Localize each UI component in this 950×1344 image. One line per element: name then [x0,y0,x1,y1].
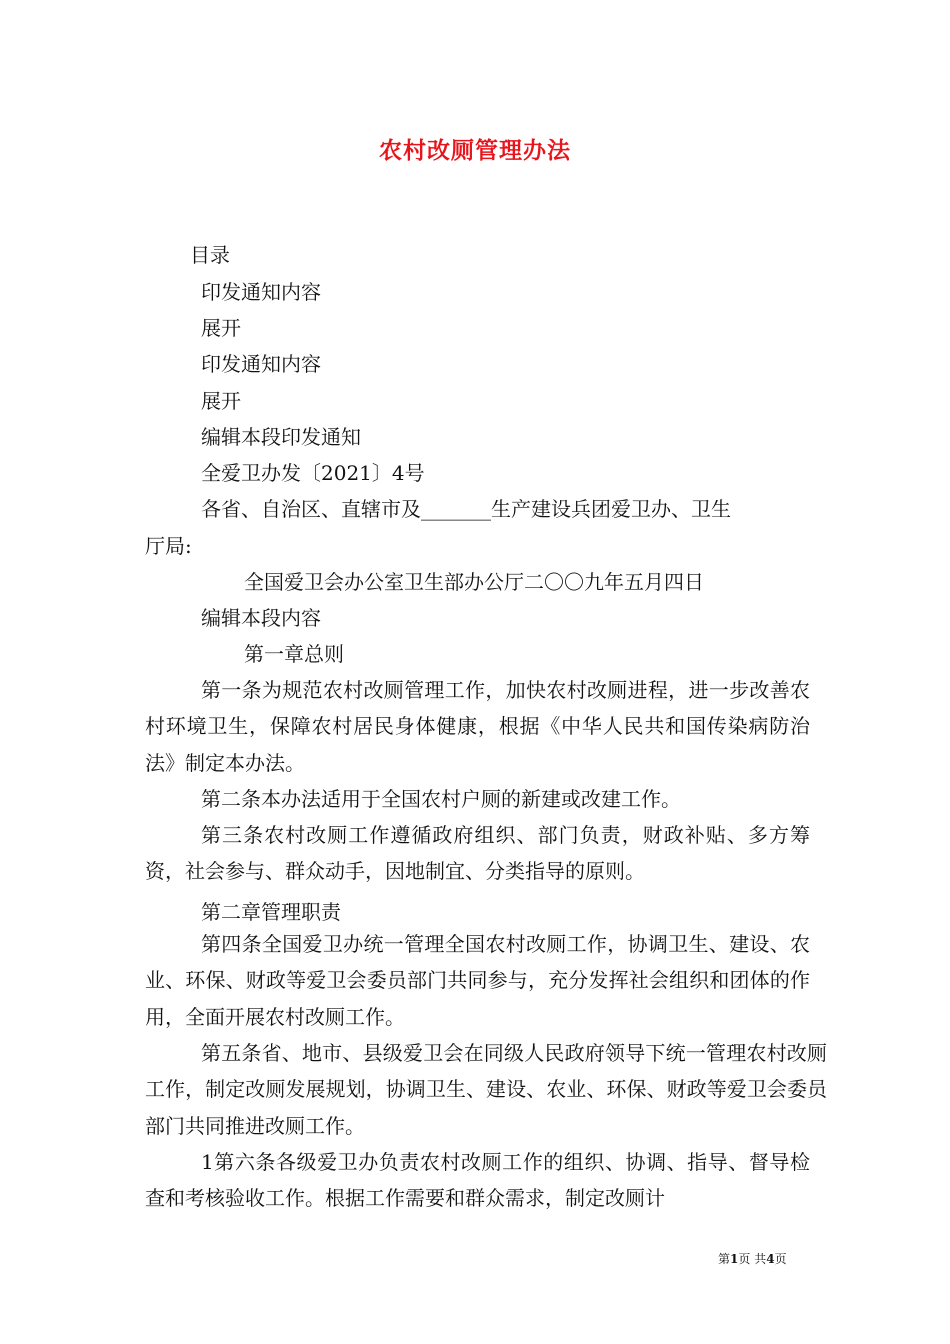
toc-heading: 目录 [190,243,230,267]
footer-prefix: 第 [718,1252,731,1266]
toc-item[interactable]: 印发通知内容 [201,280,321,304]
article-paragraph: 第五条省、地市、县级爱卫会在同级人民政府领导下统一管理农村改厕工作，制定改厕发展规划，协调卫生、建设、农业、环保、财政等爱卫会委员部门共同推进改厕工作。 [145,1041,827,1138]
issuer-line: 全国爱卫会办公室卫生部办公厅二〇〇九年五月四日 [244,570,704,594]
document-number: 全爱卫办发〔2021〕4号 [201,461,425,485]
addressee-line: 各省、自治区、直辖市及_______生产建设兵团爱卫办、卫生 [201,497,731,521]
article-paragraph: 1第六条各级爱卫办负责农村改厕工作的组织、协调、指导、督导检查和考核验收工作。根据工作需要和群众需求，制定改厕计 [145,1150,810,1211]
chapter-heading: 第二章管理职责 [201,900,341,924]
page-footer [718,1250,787,1267]
article-paragraph: 第四条全国爱卫办统一管理全国农村改厕工作，协调卫生、建设、农业、环保、财政等爱卫会委员部门共同参与，充分发挥社会组织和团体的作用，全面开展农村改厕工作。 [145,932,810,1029]
toc-item[interactable]: 展开 [201,316,241,340]
toc-item[interactable]: 编辑本段印发通知 [201,425,361,449]
chapter-heading: 第一章总则 [244,642,344,666]
article-paragraph: 第三条农村改厕工作遵循政府组织、部门负责，财政补贴、多方筹资，社会参与、群众动手，因地制宜、分类指导的原则。 [145,823,810,884]
document-title: 农村改厕管理办法 [379,137,571,164]
addressee-line: 厅局: [145,534,192,558]
footer-middle: 页 共 [738,1252,767,1266]
article-paragraph: 第一条为规范农村改厕管理工作，加快农村改厕进程，进一步改善农村环境卫生，保障农村居民身体健康，根据《中华人民共和国传染病防治法》制定本办法。 [145,678,810,775]
section-edit-link[interactable]: 编辑本段内容 [201,606,321,630]
article-paragraph: 第二条本办法适用于全国农村户厕的新建或改建工作。 [201,787,681,811]
current-page-number: 1 [730,1252,739,1266]
toc-item[interactable]: 展开 [201,389,241,413]
total-page-count: 4 [766,1252,775,1266]
toc-item[interactable]: 印发通知内容 [201,352,321,376]
footer-suffix: 页 [774,1252,787,1266]
